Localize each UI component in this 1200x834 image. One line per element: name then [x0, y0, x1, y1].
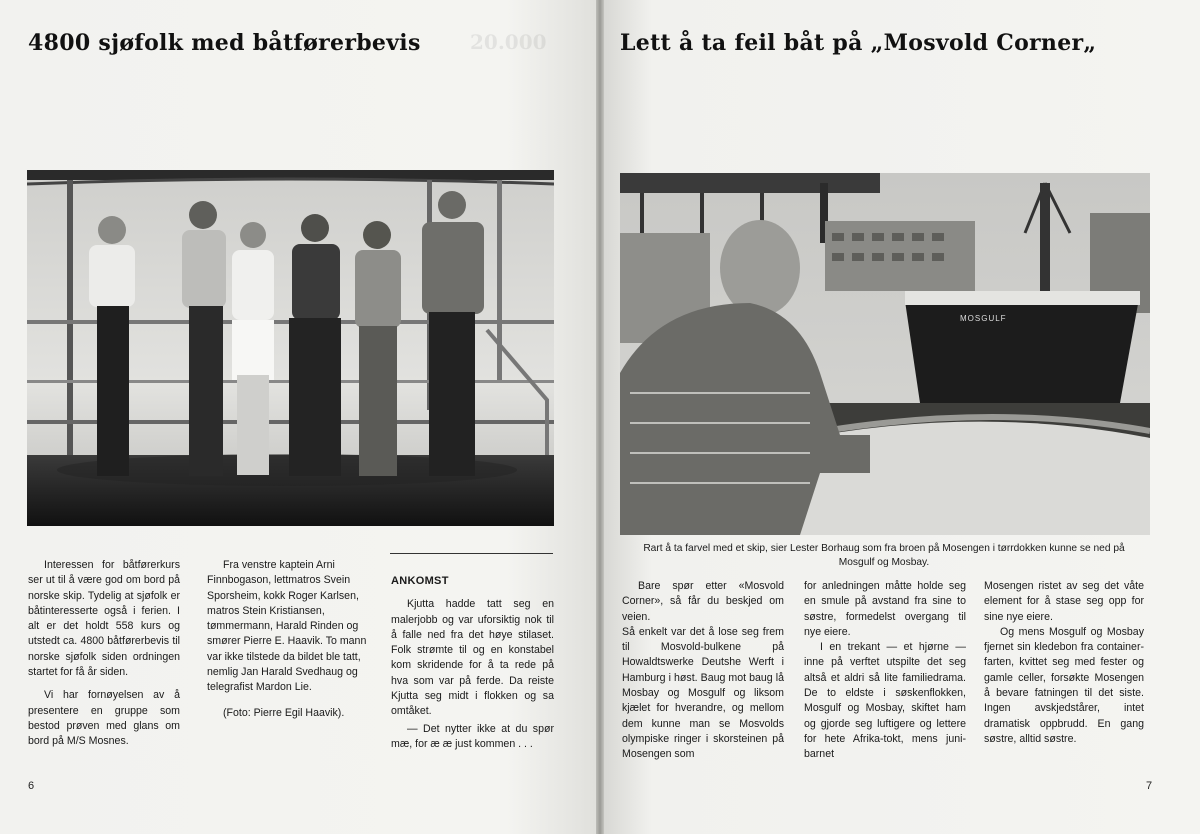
column-rule: [390, 553, 553, 554]
paragraph: Så enkelt var det å lose seg frem til Mosvold-bulkene på Howaldtswerke Deutshe Werft i Hamburg i høst. Baug mot baug lå Mosbay og Mosgulf og liksom kjælet for hverandre, og mellom dem kunne man se Mosvolds olympiske ringer i skorsteinen på Mosengen som: [622, 625, 784, 761]
right-page-title: Lett å ta feil båt på „Mosvold Corner„: [620, 30, 1097, 56]
photo-credits-paragraph: Fra venstre kaptein Arni Finnbogason, lettmatros Svein Sporsheim, kokk Roger Karlsen, matros Stein Kristiansen, tømmermann, Harald Rinden og smører Pierre E. Haavik. To mann var ikke tilstede da bildet ble tatt, nemlig Jan Harald Svedhaug og telegrafist Mardon Lie.: [207, 559, 367, 694]
section-heading: ANKOMST: [391, 575, 449, 587]
photo-caption: Rart å ta farvel med et skip, sier Lester Borhaug som fra broen på Mosengen i tørrdokken kunne se ned på Mosgulf og Mosbay.: [643, 543, 1125, 568]
paragraph: Vi har fornøyelsen av å presentere en gruppe som bestod prøven med glans om bord på M/S Mosnes.: [28, 689, 180, 748]
paragraph: — Det nytter ikke at du spør mæ, for æ æ just kommen . . .: [391, 722, 554, 750]
bleed-through-text: 20.000: [470, 30, 547, 54]
paragraph: for anledningen måtte holde seg en smule på avstand fra sine to søstre, formedelst overgang til nye eiere.: [804, 580, 966, 638]
right-page-column-3: [984, 579, 1144, 755]
left-page-column-2: [207, 558, 367, 729]
paragraph: Og mens Mosgulf og Mosbay fjernet sin kledebon fra container-farten, kvittet seg med fester og gamle celler, forsøkte Mosengen å bevare fatningen til det siste. Ingen avskjedstårer, intet dramatisk oppbrudd. En gang søstre, alltid søstre.: [984, 625, 1144, 745]
person-figure: [289, 214, 341, 476]
photo-byline: (Foto: Pierre Egil Haavik).: [223, 706, 345, 719]
ship-name-label: MOSGULF: [960, 314, 1007, 323]
paragraph: Mosengen ristet av seg det våte element for å stase seg opp for sine nye eiere.: [984, 580, 1144, 623]
person-figure: [355, 221, 401, 476]
paragraph: Interessen for båtførerkurs ser ut til å være god om bord på norske skip. Tydelig at sjøfolk er båtinteresserte også i ferien. I alt er det holdt 558 kurs og utstedt ca. 4800 båtførerbevis til norske sjøfolk siden ordningen startet for få år siden.: [28, 559, 180, 679]
right-page-column-1: [622, 579, 784, 771]
dock-portrait-photo: [620, 173, 1150, 535]
person-figure: [232, 222, 274, 475]
paragraph: Bare spør etter «Mosvold Corner», så får du beskjed om veien.: [622, 580, 784, 623]
paragraph: Kjutta hadde tatt seg en malerjobb og var uforsiktig nok til å falle ned fra det høye stilaset. Folk strømte til og en konstabel kom skridende for å ta rede på hva som var på ferde. Da reiste Kjutta seg midt i flokken og sa omtåket.: [391, 598, 554, 718]
left-page-column-1: [28, 558, 180, 758]
paragraph: I en trekant — et hjørne — inne på verftet utspilte det seg altså et aldri så lite familiedrama. De to eldste i søskenflokken, Mosgulf og Mosbay, skiftet ham og gjorde seg luftigere og lettere for hete Afrika-tokt, mens juni-barnet: [804, 641, 966, 761]
page-number: 6: [28, 780, 35, 792]
binding-gutter: [596, 0, 604, 834]
crew-group-photo: [27, 170, 554, 526]
left-page-column-3: [391, 574, 554, 760]
left-page-title: 4800 sjøfolk med båtførerbevis: [28, 30, 421, 56]
page-number: 7: [1146, 780, 1153, 792]
person-figure: [422, 191, 484, 476]
right-page-column-2: [804, 579, 966, 771]
left-page: [0, 0, 596, 834]
right-page: [604, 0, 1200, 834]
